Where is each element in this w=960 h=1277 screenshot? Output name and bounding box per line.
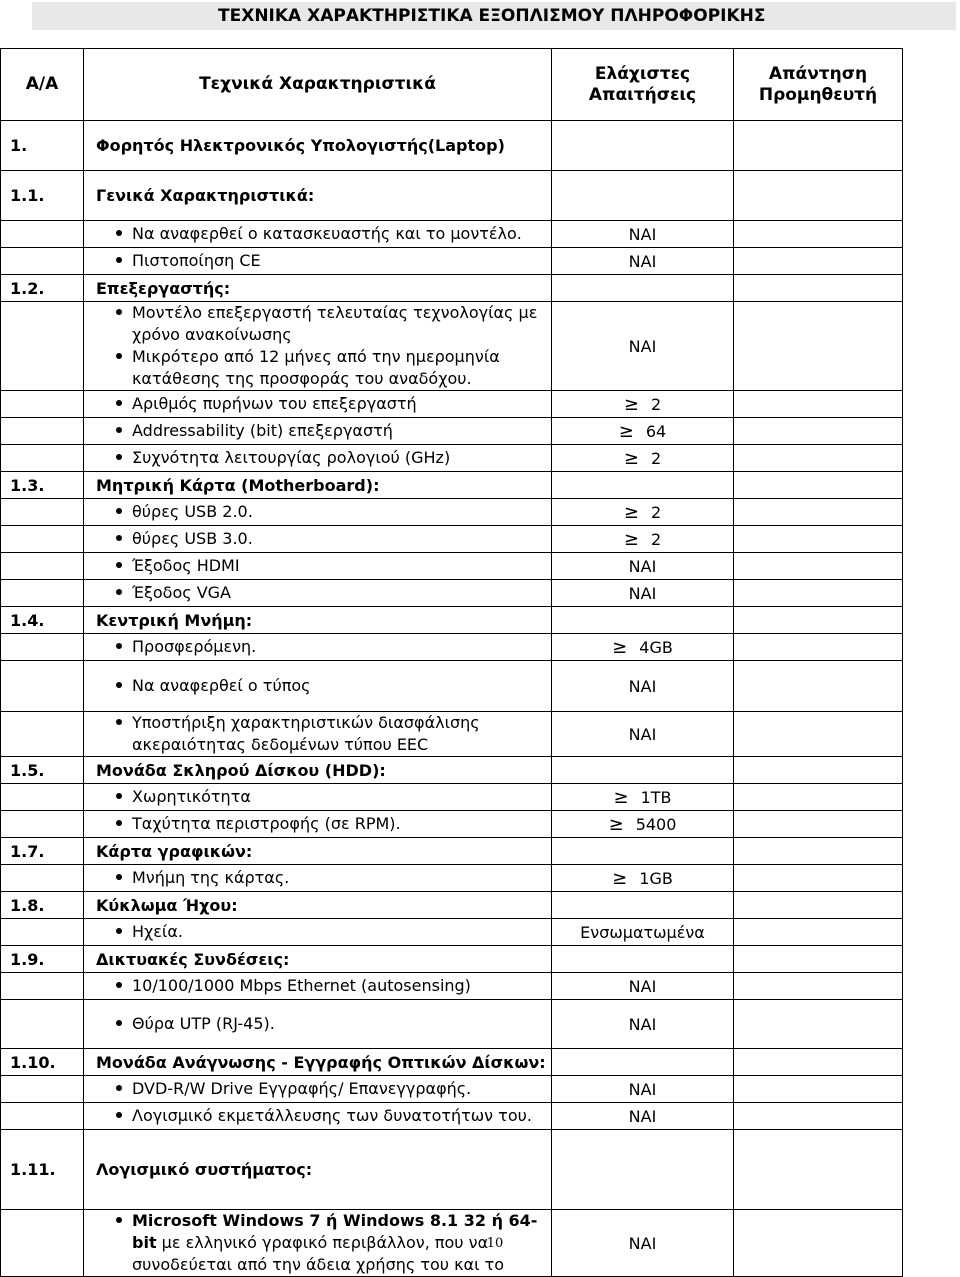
spec-row [1,634,903,661]
section-number: 1.8. [1,892,84,919]
min-requirement [552,811,734,838]
response-cell [734,221,903,248]
response-cell [734,811,903,838]
spec-text: DVD-R/W Drive Εγγραφής/ Επανεγγραφής. [132,1079,472,1098]
bullet-icon [116,353,122,359]
list-item [84,1013,551,1035]
response-cell [734,1103,903,1130]
min-cell [552,171,734,221]
bullet-icon [116,820,122,826]
response-cell [734,865,903,892]
response-cell [734,919,903,946]
list-item [84,813,551,835]
number-cell [1,661,84,712]
min-requirement [552,248,734,275]
min-requirement [552,526,734,553]
section-title: Μονάδα Ανάγνωσης - Εγγραφής Οπτικών Δίσκων: [84,1049,552,1076]
section-title: Γενικά Χαρακτηριστικά: [84,171,552,221]
min-value: ΝΑΙ [628,1079,657,1099]
bullet-icon [116,400,122,406]
header-resp-line2: Προμηθευτή [758,84,878,105]
bullet-icon [116,230,122,236]
greater-equal-icon: ≥ [608,813,624,835]
section-number: 1.7. [1,838,84,865]
section-number: 1.9. [1,946,84,973]
list-item [84,528,551,550]
response-cell [734,712,903,757]
spec-text: Addressability (bit) επεξεργαστή [132,421,393,440]
min-cell [552,838,734,865]
spec-row [1,418,903,445]
spec-text: Υποστήριξη χαρακτηριστικών διασφάλισης ακεραιότητας δεδομένων τύπου EEC [132,713,480,754]
bullet-icon [116,508,122,514]
min-requirement [552,919,734,946]
spec-row [1,973,903,1000]
number-cell [1,712,84,757]
list-item [84,921,551,943]
response-cell [734,757,903,784]
bullet-icon [116,874,122,880]
min-value: ΝΑΙ [628,676,657,696]
min-value: 1GB [639,868,673,888]
min-requirement [552,973,734,1000]
section-number: 1. [1,121,84,171]
spec-row [1,499,903,526]
section-row [1,275,903,302]
page-title: ΤΕΧΝΙΚΑ ΧΑΡΑΚΤΗΡΙΣΤΙΚΑ ΕΞΟΠΛΙΣΜΟΥ ΠΛΗΡΟΦΟΡΙΚΗΣ [32,2,956,30]
min-value: 1TB [640,787,672,807]
bullet-icon [116,1217,122,1223]
list-item [84,250,551,272]
number-cell [1,580,84,607]
list-item [84,420,551,442]
list-item [84,582,551,604]
response-cell [734,973,903,1000]
min-cell [552,1049,734,1076]
spec-cell [84,445,552,472]
section-number: 1.1. [1,171,84,221]
section-title: Επεξεργαστής: [84,275,552,302]
spec-cell [84,865,552,892]
list-item [84,867,551,889]
list-item [84,346,551,390]
min-value: ΝΑΙ [628,336,657,356]
section-row [1,757,903,784]
spec-cell [84,418,552,445]
number-cell [1,865,84,892]
section-row [1,472,903,499]
specs-table [0,48,903,1277]
number-cell [1,811,84,838]
spec-text: Μοντέλο επεξεργαστή τελευταίας τεχνολογίας με χρόνο ανακοίνωσης [132,303,538,344]
spec-text: Ταχύτητα περιστροφής (σε RPM). [132,814,401,833]
min-value: ΝΑΙ [628,583,657,603]
bullet-icon [116,643,122,649]
section-number: 1.4. [1,607,84,634]
response-cell [734,499,903,526]
spec-text-bold: Microsoft Windows 7 ή Windows 8.1 32 ή 64-bit [132,1211,538,1252]
min-value: ΝΑΙ [628,224,657,244]
spec-row [1,712,903,757]
list-item [84,975,551,997]
header-min-requirements [552,49,734,121]
section-row [1,838,903,865]
response-cell [734,418,903,445]
min-cell [552,1130,734,1210]
spec-row [1,661,903,712]
spec-text: θύρες USB 3.0. [132,529,253,548]
header-aa: Α/Α [1,49,84,121]
list-item [84,636,551,658]
number-cell [1,553,84,580]
section-title: Μητρική Κάρτα (Motherboard): [84,472,552,499]
min-value: ΝΑΙ [628,724,657,744]
min-cell [552,607,734,634]
bullet-icon [116,257,122,263]
spec-row [1,553,903,580]
min-value: ΝΑΙ [628,1233,657,1253]
spec-text: Να αναφερθεί ο τύπος [132,676,311,695]
number-cell [1,221,84,248]
min-requirement [552,445,734,472]
spec-cell [84,248,552,275]
spec-row [1,1103,903,1130]
min-cell [552,892,734,919]
spec-row [1,784,903,811]
min-requirement [552,580,734,607]
page-number: 10 [486,1236,504,1251]
number-cell [1,445,84,472]
bullet-icon [116,535,122,541]
response-cell [734,553,903,580]
response-cell [734,892,903,919]
spec-cell [84,553,552,580]
spec-text: Έξοδος VGA [132,583,231,602]
bullet-icon [116,928,122,934]
section-number: 1.5. [1,757,84,784]
list-item [84,555,551,577]
min-requirement [552,865,734,892]
number-cell [1,634,84,661]
spec-row [1,391,903,418]
header-resp-line1: Απάντηση [768,63,868,84]
list-item [84,786,551,808]
response-cell [734,472,903,499]
section-title: Κεντρική Μνήμη: [84,607,552,634]
bullet-icon [116,682,122,688]
list-item [84,675,551,697]
spec-cell [84,1076,552,1103]
spec-text: Ηχεία. [132,922,183,941]
response-cell [734,445,903,472]
spec-text-rest: με ελληνικό γραφικό περιβάλλον, που να συνοδεύεται από την άδεια χρήσης του και το [132,1233,504,1274]
spec-row [1,580,903,607]
section-title: Φορητός Ηλεκτρονικός Υπολογιστής(Laptop) [84,121,552,171]
section-row [1,1049,903,1076]
section-title: Κύκλωμα Ήχου: [84,892,552,919]
response-cell [734,661,903,712]
response-cell [734,1000,903,1049]
response-cell [734,1076,903,1103]
spec-cell [84,919,552,946]
list-item [84,393,551,415]
greater-equal-icon: ≥ [612,636,628,658]
bullet-icon [116,589,122,595]
spec-cell [84,391,552,418]
number-cell [1,919,84,946]
bullet-icon [116,719,122,725]
section-title: Κάρτα γραφικών: [84,838,552,865]
min-value: ΝΑΙ [628,556,657,576]
section-row [1,1130,903,1210]
section-title: Λογισμικό συστήματος: [84,1130,552,1210]
response-cell [734,1049,903,1076]
number-cell [1,1076,84,1103]
response-cell [734,171,903,221]
spec-text: θύρες USB 2.0. [132,502,253,521]
response-cell [734,946,903,973]
spec-text: Θύρα UTP (RJ-45). [132,1014,275,1033]
min-value: Ενσωματωμένα [580,922,705,942]
response-cell [734,302,903,391]
min-requirement [552,221,734,248]
min-requirement [552,712,734,757]
min-requirement [552,1076,734,1103]
spec-text: Λογισμικό εκμετάλλευσης των δυνατοτήτων του. [132,1106,532,1125]
response-cell [734,784,903,811]
list-item [84,447,551,469]
spec-text: Συχνότητα λειτουργίας ρολογιού (GHz) [132,448,451,467]
number-cell [1,248,84,275]
min-requirement [552,553,734,580]
response-cell [734,391,903,418]
spec-text: Μικρότερο από 12 μήνες από την ημερομηνία κατάθεσης της προσφοράς του αναδόχου. [132,347,500,388]
list-item [84,302,551,346]
spec-cell [84,661,552,712]
number-cell [1,418,84,445]
section-row [1,946,903,973]
greater-equal-icon: ≥ [623,528,639,550]
min-value: 2 [650,448,662,468]
min-value: 2 [650,394,662,414]
bullet-icon [116,309,122,315]
greater-equal-icon: ≥ [613,786,629,808]
spec-cell [84,499,552,526]
spec-row [1,1000,903,1049]
spec-row [1,919,903,946]
min-value: ΝΑΙ [628,1014,657,1034]
min-value: 64 [645,421,667,441]
min-requirement [552,634,734,661]
number-cell [1,302,84,391]
greater-equal-icon: ≥ [618,420,634,442]
spec-text: Αριθμός πυρήνων του επεξεργαστή [132,394,417,413]
header-specs: Τεχνικά Χαρακτηριστικά [84,49,552,121]
table-header-row [1,49,903,121]
bullet-icon [116,427,122,433]
min-requirement [552,661,734,712]
bullet-icon [116,1085,122,1091]
number-cell [1,1103,84,1130]
bullet-icon [116,562,122,568]
section-number: 1.10. [1,1049,84,1076]
min-requirement [552,391,734,418]
min-requirement [552,1103,734,1130]
spec-cell [84,811,552,838]
min-requirement [552,499,734,526]
min-cell [552,121,734,171]
min-requirement [552,784,734,811]
greater-equal-icon: ≥ [612,867,628,889]
header-min-line2: Απαιτήσεις [588,84,697,105]
min-cell [552,757,734,784]
spec-cell [84,784,552,811]
greater-equal-icon: ≥ [623,393,639,415]
spec-cell [84,973,552,1000]
spec-text: Προσφερόμενη. [132,637,257,656]
bullet-icon [116,1112,122,1118]
response-cell [734,580,903,607]
spec-cell [84,580,552,607]
greater-equal-icon: ≥ [623,447,639,469]
min-value: 4GB [639,637,673,657]
spec-text: 10/100/1000 Mbps Ethernet (autosensing) [132,976,471,995]
bullet-icon [116,454,122,460]
list-item [84,501,551,523]
spec-row [1,302,903,391]
number-cell [1,784,84,811]
spec-row [1,248,903,275]
section-row [1,121,903,171]
spec-text: Να αναφερθεί ο κατασκευαστής και το μοντέλο. [132,224,522,243]
response-cell [734,248,903,275]
spec-cell [84,1103,552,1130]
min-requirement [552,418,734,445]
spec-text: Έξοδος HDMI [132,556,240,575]
min-requirement [552,302,734,391]
section-number: 1.2. [1,275,84,302]
spec-cell [84,526,552,553]
header-supplier-response [734,49,903,121]
spec-row [1,811,903,838]
spec-cell [84,712,552,757]
table-body [1,121,903,1277]
min-cell [552,472,734,499]
response-cell [734,607,903,634]
number-cell [1,973,84,1000]
number-cell [1,499,84,526]
list-item [84,223,551,245]
spec-text: Χωρητικότητα [132,787,251,806]
spec-row [1,865,903,892]
section-number: 1.3. [1,472,84,499]
response-cell [734,1130,903,1210]
min-value: ΝΑΙ [628,976,657,996]
number-cell [1,1000,84,1049]
section-number: 1.11. [1,1130,84,1210]
section-row [1,892,903,919]
spec-row [1,221,903,248]
min-value: ΝΑΙ [628,1106,657,1126]
min-value: 2 [650,502,662,522]
number-cell [1,526,84,553]
min-cell [552,275,734,302]
spec-row [1,1076,903,1103]
section-row [1,171,903,221]
spec-text: Μνήμη της κάρτας. [132,868,290,887]
section-title: Μονάδα Σκληρού Δίσκου (HDD): [84,757,552,784]
spec-cell [84,634,552,661]
response-cell [734,634,903,661]
bullet-icon [116,793,122,799]
min-value: ΝΑΙ [628,251,657,271]
number-cell [1,391,84,418]
bullet-icon [116,1020,122,1026]
min-requirement [552,1000,734,1049]
greater-equal-icon: ≥ [623,501,639,523]
response-cell [734,121,903,171]
spec-text: Πιστοποίηση CE [132,251,261,270]
spec-cell [84,221,552,248]
response-cell [734,838,903,865]
min-value: 5400 [635,814,677,834]
section-title: Δικτυακές Συνδέσεις: [84,946,552,973]
min-value: 2 [650,529,662,549]
list-item [84,1078,551,1100]
spec-cell [84,302,552,391]
response-cell [734,275,903,302]
min-cell [552,946,734,973]
spec-cell [84,1000,552,1049]
list-item [84,1105,551,1127]
header-min-line1: Ελάχιστες [594,63,691,84]
section-row [1,607,903,634]
bullet-icon [116,982,122,988]
spec-row [1,526,903,553]
response-cell [734,526,903,553]
list-item [84,712,551,756]
spec-row [1,445,903,472]
